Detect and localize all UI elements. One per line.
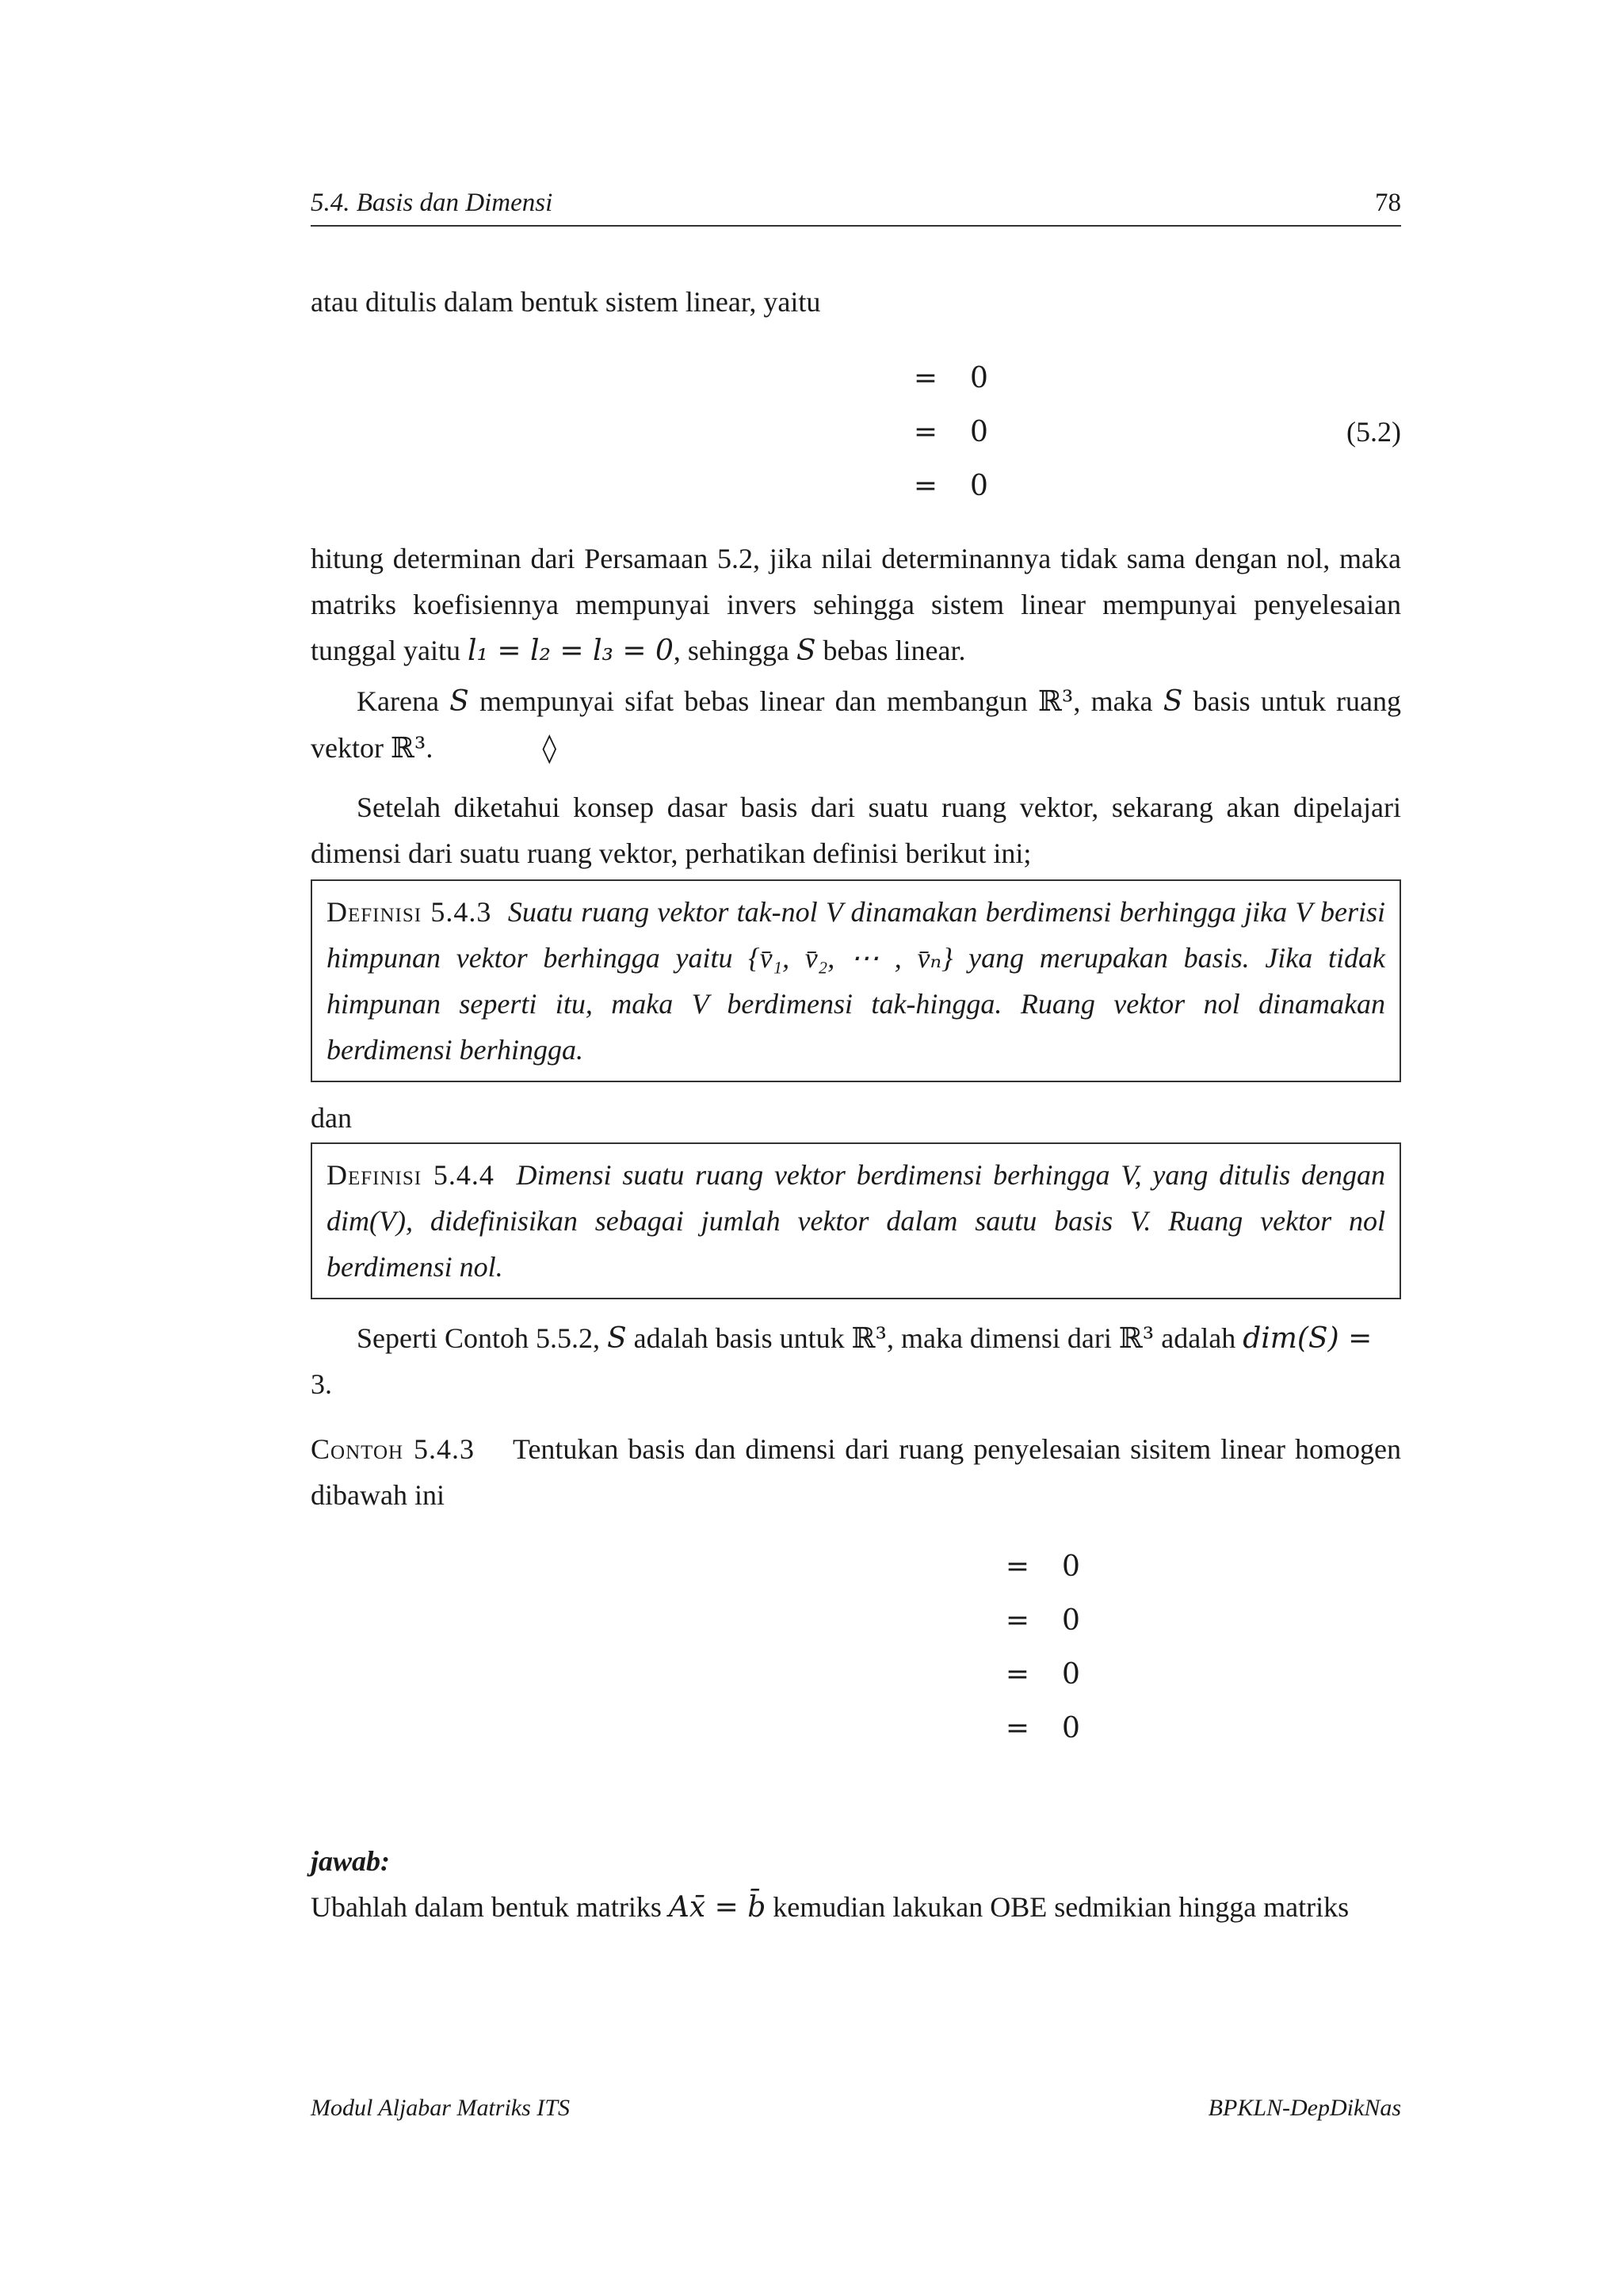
math-inline: Ax̄ = b̄ bbox=[668, 1891, 766, 1924]
paragraph-answer bbox=[311, 1884, 1401, 1931]
math-inline: S bbox=[796, 635, 816, 667]
footer-left: Modul Aljabar Matriks ITS bbox=[311, 2095, 570, 2121]
text-run: Ubahlah dalam bentuk matriks bbox=[311, 1891, 669, 1923]
answer-label: jawab: bbox=[311, 1845, 391, 1877]
math-inline: dim(S) = bbox=[1243, 1322, 1373, 1355]
equation-rhs: 0 bbox=[1062, 1658, 1080, 1691]
math-inline: S bbox=[606, 1322, 627, 1355]
example-text: Tentukan basis dan dimensi dari ruang penyelesaian sisitem linear homogen dibawah ini bbox=[311, 1433, 1401, 1511]
end-of-example-diamond-icon: ◊ bbox=[542, 732, 557, 765]
equals-sign: = bbox=[1005, 1550, 1030, 1583]
text-run: basis untuk ruang vektor bbox=[311, 685, 1401, 764]
paragraph-and: dan bbox=[311, 1102, 352, 1134]
example-5-4-3 bbox=[311, 1426, 1401, 1518]
paragraph-example-ref-cont: 3. bbox=[311, 1368, 332, 1400]
definition-label: Definisi 5.4.3 bbox=[327, 896, 492, 928]
definition-label: Definisi 5.4.4 bbox=[327, 1159, 495, 1191]
paragraph-example-ref bbox=[311, 1315, 1401, 1362]
equation-rhs: 0 bbox=[1062, 1550, 1080, 1583]
paragraph-intro: atau ditulis dalam bentuk sistem linear, yaitu bbox=[311, 286, 821, 318]
text-run: , sehingga bbox=[673, 635, 796, 666]
math-inline: ℝ³ bbox=[1118, 1322, 1155, 1355]
equals-sign: = bbox=[913, 470, 938, 502]
footer-right: BPKLN-DepDikNas bbox=[1208, 2095, 1401, 2121]
text-run: , maka bbox=[1073, 685, 1163, 717]
definition-box-5-4-3 bbox=[311, 879, 1401, 1082]
equals-sign: = bbox=[913, 362, 938, 395]
equals-sign: = bbox=[1005, 1658, 1030, 1691]
text-run: . bbox=[426, 732, 433, 764]
text-run: bebas linear. bbox=[815, 635, 966, 666]
text-run: , maka dimensi dari bbox=[886, 1322, 1119, 1354]
paragraph-conclusion bbox=[311, 678, 1401, 772]
equals-sign: = bbox=[1005, 1712, 1030, 1745]
equation-rhs: 0 bbox=[970, 470, 988, 502]
definition-text: Suatu ruang vektor tak-nol V dinamakan berdimensi berhingga jika V berisi himpunan vektor berhingga yaitu {v̄₁, v̄₂, ⋯ , v̄ₙ} yang merupakan basis. Jika tidak himpunan seperti itu, maka V berdimensi tak-hingga. Ruang vektor nol dinamakan berdimensi berhingga. bbox=[327, 896, 1386, 1066]
text-run: adalah basis untuk bbox=[626, 1322, 852, 1354]
paragraph-determinant bbox=[311, 536, 1401, 674]
equation-rhs: 0 bbox=[970, 416, 988, 448]
text-run: kemudian lakukan OBE sedmikian hingga matriks bbox=[766, 1891, 1350, 1923]
equation-rhs: 0 bbox=[1062, 1604, 1080, 1637]
text-run: hitung determinan dari Persamaan 5.2, jika nilai determinannya tidak sama dengan nol, maka matriks koefisiennya mempunyai invers sehingga sistem linear mempunyai penyelesaian tunggal yaitu bbox=[311, 543, 1401, 666]
definition-box-5-4-4 bbox=[311, 1142, 1401, 1299]
equals-sign: = bbox=[913, 416, 938, 448]
math-inline: ℝ³ bbox=[1038, 685, 1074, 718]
math-inline: ℝ³ bbox=[851, 1322, 887, 1355]
text-run: mempunyai sifat bebas linear dan membangun bbox=[468, 685, 1039, 717]
definition-text: Dimensi suatu ruang vektor berdimensi berhingga V, yang ditulis dengan dim(V), didefinisikan sebagai jumlah vektor dalam sautu basis V. Ruang vektor nol berdimensi nol. bbox=[327, 1159, 1386, 1283]
text-run: Karena bbox=[357, 685, 450, 717]
math-inline: S bbox=[449, 685, 469, 718]
section-title: 5.4. Basis dan Dimensi bbox=[311, 189, 553, 217]
equation-rhs: 0 bbox=[970, 362, 988, 395]
running-header bbox=[311, 187, 1401, 227]
text-run: Seperti Contoh 5.5.2, bbox=[357, 1322, 607, 1354]
math-inline: ℝ³ bbox=[390, 732, 426, 765]
page-number: 78 bbox=[1375, 189, 1401, 217]
equals-sign: = bbox=[1005, 1604, 1030, 1637]
paragraph-dimension-intro: Setelah diketahui konsep dasar basis dari suatu ruang vektor, sekarang akan dipelajari dimensi dari suatu ruang vektor, perhatikan definisi berikut ini; bbox=[311, 791, 1401, 869]
example-label: Contoh 5.4.3 bbox=[311, 1433, 475, 1465]
equation-rhs: 0 bbox=[1062, 1712, 1080, 1745]
text-run: adalah bbox=[1154, 1322, 1243, 1354]
math-inline: S bbox=[1163, 685, 1183, 718]
math-inline: l₁ = l₂ = l₃ = 0 bbox=[467, 635, 674, 667]
equation-number: (5.2) bbox=[1346, 416, 1401, 448]
